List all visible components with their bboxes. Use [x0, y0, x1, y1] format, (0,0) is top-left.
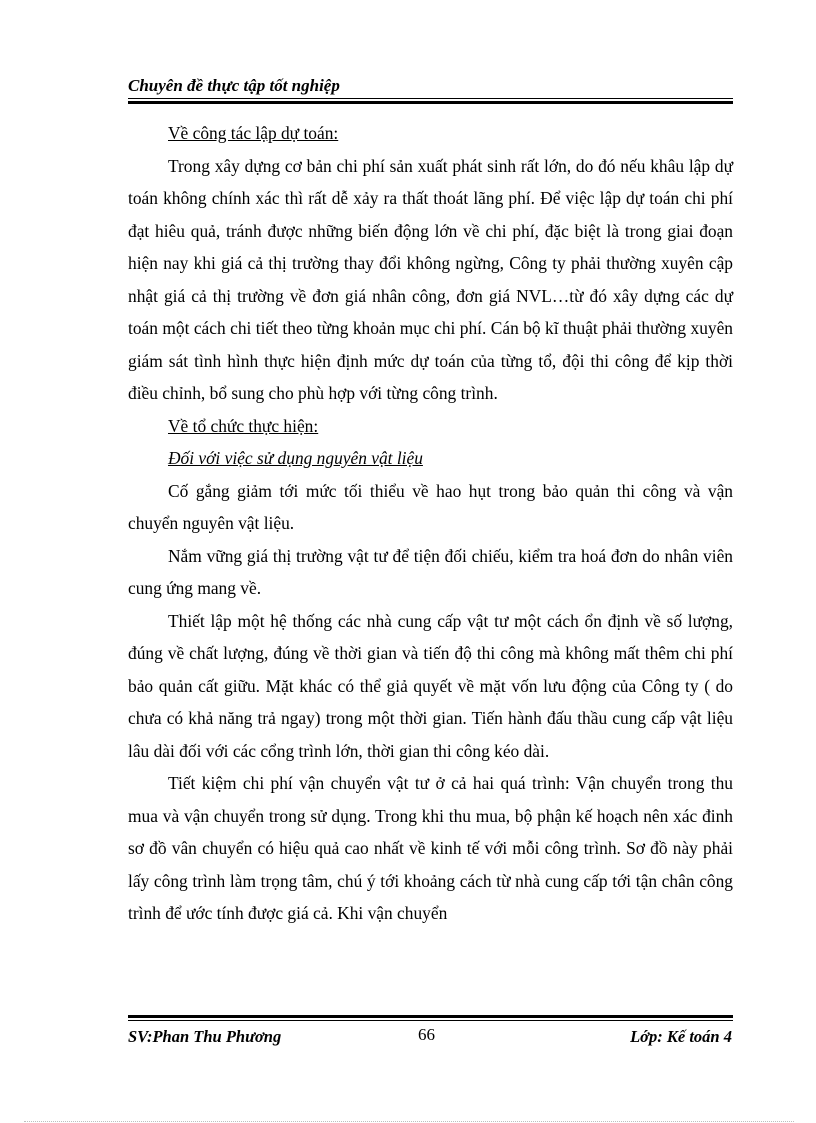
paragraph-transport: Tiết kiệm chi phí vận chuyển vật tư ở cả hai quá trình: Vận chuyển trong thu mua và vận chuyển trong sử dụng. Trong khi thu mua, bộ phận kế hoạch nên xác đinh sơ đồ vân chuyển có hiệu quả cao nhất về kinh tế với mỗi công trình. Sơ đồ này phải lấy công trình làm trọng tâm, chú ý tới khoảng cách từ nhà cung cấp tới tận chân công trình để ước tính được giá cả. Khi vận chuyển [128, 773, 733, 923]
document-body [128, 117, 733, 930]
page-bottom-border [24, 1121, 794, 1122]
section-heading-estimate: Về công tác lập dự toán: [168, 123, 339, 143]
header-rule-thick [128, 101, 733, 104]
section-heading-implementation: Về tổ chức thực hiện: [168, 415, 319, 436]
paragraph-estimate: Trong xây dựng cơ bản chi phí sản xuất phát sinh rất lớn, do đó nếu khâu lập dự toán không chính xác thì rất dễ xảy ra thất thoát lãng phí. Để việc lập dự toán chi phí đạt hiêu quả, tránh được những biến động lớn về chi phí, đặc biệt là trong giai đoạn hiện nay khi giá cả thị trường thay đổi không ngừng, Công ty phải thường xuyên cập nhật giá cả thị trường về đơn giá nhân công, đơn giá NVL…từ đó xây dựng các dự toán một cách chi tiết theo từng khoản mục chi phí. Cán bộ kĩ thuật phải thường xuyên giám sát tình hình thực hiện định mức dự toán của từng tổ, đội thi công để kịp thời điều chỉnh, bổ sung cho phù hợp với từng công trình. [128, 155, 733, 403]
footer-rule-thick [128, 1015, 733, 1018]
subsection-heading-materials: Đối với việc sử dụng nguyên vật liệu [168, 448, 423, 468]
paragraph-prices: Nắm vững giá thị trường vật tư để tiện đối chiếu, kiểm tra hoá đơn do nhân viên cung ứng mang về. [128, 545, 733, 598]
page-number: 66 [418, 1025, 435, 1044]
footer-class-name: Lớp: Kế toán 4 [630, 1027, 732, 1046]
footer-rule-thin [128, 1020, 733, 1021]
header-rule-thin [128, 98, 733, 99]
page-header-title: Chuyên đề thực tập tốt nghiệp [128, 76, 340, 95]
paragraph-suppliers: Thiết lập một hệ thống các nhà cung cấp vật tư một cách ổn định về số lượng, đúng về chất lượng, đúng về thời gian và tiến độ thi công mà không mất thêm chi phí bảo quản cất giữu. Mặt khác có thể giả quyết về mặt vốn lưu động của Công ty ( do chưa có khả năng trả ngay) trong một thời gian. Tiến hành đấu thầu cung cấp vật liệu lâu dài đối với các cổng trình lớn, thời gian thi công kéo dài. [128, 610, 733, 761]
footer-student-name: SV:Phan Thu Phương [128, 1027, 282, 1046]
paragraph-loss: Cố gắng giảm tới mức tối thiểu về hao hụt trong bảo quản thi công và vận chuyển nguyên vật liệu. [128, 480, 733, 533]
